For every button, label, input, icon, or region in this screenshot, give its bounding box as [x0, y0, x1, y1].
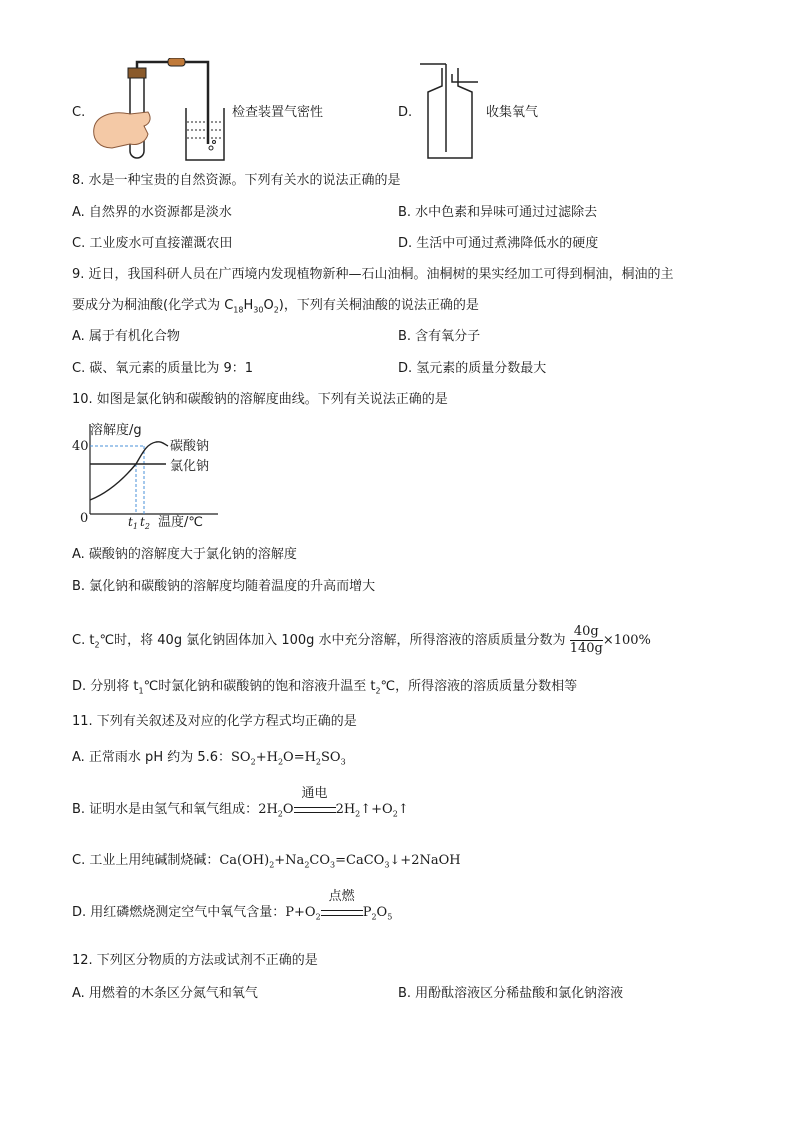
q10-option-d: D. 分别将 $t_1℃$时氯化钠和碳酸钠的饱和溶液升温至 $t_2℃$，所得溶液的溶质质量分数相等 — [72, 679, 578, 696]
q12-option-b: B. 用酚酞溶液区分稀盐酸和氯化钠溶液 — [398, 986, 624, 1001]
q10-option-c: C. $t_2℃$时，将 40g 氯化钠固体加入 100g 水中充分溶解，所得溶液的溶质质量分数为 $\frac{40g}{140g}$ ×100% — [72, 624, 651, 656]
q10-option-b: B. 氯化钠和碳酸钠的溶解度均随着温度的升高而增大 — [72, 579, 376, 594]
q10-stem: 10. 如图是氯化钠和碳酸钠的溶解度曲线。下列有关说法正确的是 — [72, 392, 448, 407]
gas-collection-bottle-figure — [416, 62, 482, 162]
airtightness-apparatus-figure — [90, 58, 230, 166]
q9-stem-line1: 9. 近日，我国科研人员在广西境内发现植物新种—石山油桐。油桐树的果实经加工可得到桐油，桐油的主 — [72, 267, 674, 282]
q8-option-a: A. 自然界的水资源都是淡水 — [72, 205, 232, 220]
x-tick-t1: $t_1$ — [128, 515, 138, 531]
q8-option-d: D. 生活中可通过煮沸降低水的硬度 — [398, 236, 599, 251]
q8-option-c: C. 工业废水可直接灌溉农田 — [72, 236, 233, 251]
q7-option-c-text: 检查装置气密性 — [232, 105, 324, 120]
q8-stem: 8. 水是一种宝贵的自然资源。下列有关水的说法正确的是 — [72, 173, 401, 188]
q7-option-c-label: C. — [72, 105, 86, 120]
y-tick-40: 40 — [72, 439, 89, 454]
solubility-curve-chart — [70, 418, 230, 536]
q9-stem-line2: 要成分为桐油酸(化学式为 $C_{18}H_{30}O_2$)，下列有关桐油酸的说法正确的是 — [72, 298, 479, 315]
fraction-40g-140g: $\frac{40g}{140g}$ — [569, 624, 603, 656]
legend-sodium-chloride: 氯化钠 — [170, 459, 210, 474]
q9-option-a: A. 属于有机化合物 — [72, 329, 180, 344]
q8-option-b: B. 水中色素和异味可通过过滤除去 — [398, 205, 598, 220]
q12-option-a: A. 用燃着的木条区分氮气和氧气 — [72, 986, 258, 1001]
q9-option-c: C. 碳、氧元素的质量比为 9：1 — [72, 361, 254, 376]
q11-option-b: B. 证明水是由氢气和氧气组成：$2H_2O$ 通电 $2H_2↑+O_2↑$ — [72, 786, 409, 819]
q9-option-b: B. 含有氧分子 — [398, 329, 481, 344]
legend-sodium-carbonate: 碳酸钠 — [170, 439, 210, 454]
q10-option-a: A. 碳酸钠的溶解度大于氯化钠的溶解度 — [72, 547, 297, 562]
q11-option-c: C. 工业上用纯碱制烧碱：$Ca(OH)_2+Na_2CO_3=CaCO_3↓+2NaOH$ — [72, 853, 461, 870]
q7-option-d-label: D. — [398, 105, 413, 120]
x-axis-label: 温度/℃ — [158, 515, 203, 530]
q11-option-d: D. 用红磷燃烧测定空气中氧气含量：$P+O_2$ 点燃 $P_2O_5$ — [72, 889, 393, 922]
q11-stem: 11. 下列有关叙述及对应的化学方程式均正确的是 — [72, 714, 357, 729]
q9-option-d: D. 氢元素的质量分数最大 — [398, 361, 547, 376]
y-axis-label: 溶解度/g — [90, 423, 142, 438]
x-tick-t2: $t_2$ — [140, 515, 150, 531]
origin-label: 0 — [80, 511, 89, 526]
q7-option-d-text: 收集氧气 — [486, 105, 539, 120]
q12-stem: 12. 下列区分物质的方法或试剂不正确的是 — [72, 953, 318, 968]
q11-option-a: A. 正常雨水 pH 约为 5.6：$SO_2+H_2O=H_2SO_3$ — [72, 750, 346, 767]
series-sodium-carbonate — [90, 442, 168, 500]
